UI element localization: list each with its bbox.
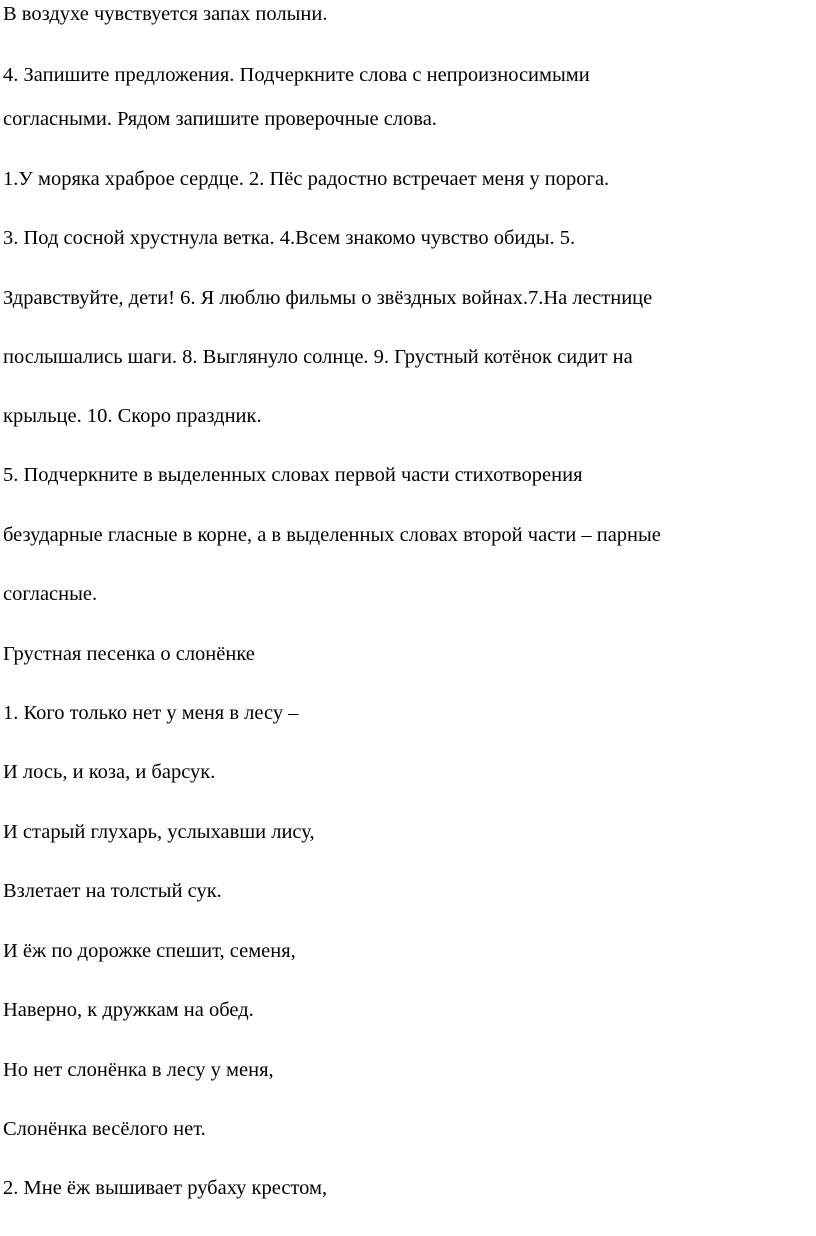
text-line: согласные. <box>3 583 98 605</box>
text-line: 5. Подчеркните в выделенных словах первой части стихотворения <box>3 464 583 486</box>
text-line: крыльце. 10. Скоро праздник. <box>3 405 262 427</box>
text-line: Здравствуйте, дети! 6. Я люблю фильмы о звёздных войнах.7.На лестнице <box>3 287 653 309</box>
poem-line: 2. Мне ёж вышивает рубаху крестом, <box>3 1177 328 1199</box>
text-line: согласными. Рядом запишите проверочные слова. <box>3 108 437 130</box>
text-line: безударные гласные в корне, а в выделенных словах второй части – парные <box>3 524 661 546</box>
text-line: 4. Запишите предложения. Подчеркните слова с непроизносимыми <box>3 64 590 86</box>
text-line: послышались шаги. 8. Выглянуло солнце. 9. Грустный котёнок сидит на <box>3 346 633 368</box>
poem-line: Наверно, к дружкам на обед. <box>3 999 254 1021</box>
text-line: 1.У моряка храброе сердце. 2. Пёс радостно встречает меня у порога. <box>3 168 610 190</box>
text-line: 3. Под сосной хрустнула ветка. 4.Всем знакомо чувство обиды. 5. <box>3 227 576 249</box>
text-line: В воздухе чувствуется запах полыни. <box>3 3 328 25</box>
poem-line: Но нет слонёнка в лесу у меня, <box>3 1059 274 1081</box>
poem-line: 1. Кого только нет у меня в лесу – <box>3 702 299 724</box>
poem-title: Грустная песенка о слонёнке <box>3 643 255 665</box>
poem-line: Слонёнка весёлого нет. <box>3 1118 206 1140</box>
poem-line: И старый глухарь, услыхавши лису, <box>3 821 315 843</box>
poem-line: Взлетает на толстый сук. <box>3 880 222 902</box>
poem-line: И лось, и коза, и барсук. <box>3 761 216 783</box>
poem-line: И ёж по дорожке спешит, семеня, <box>3 940 296 962</box>
